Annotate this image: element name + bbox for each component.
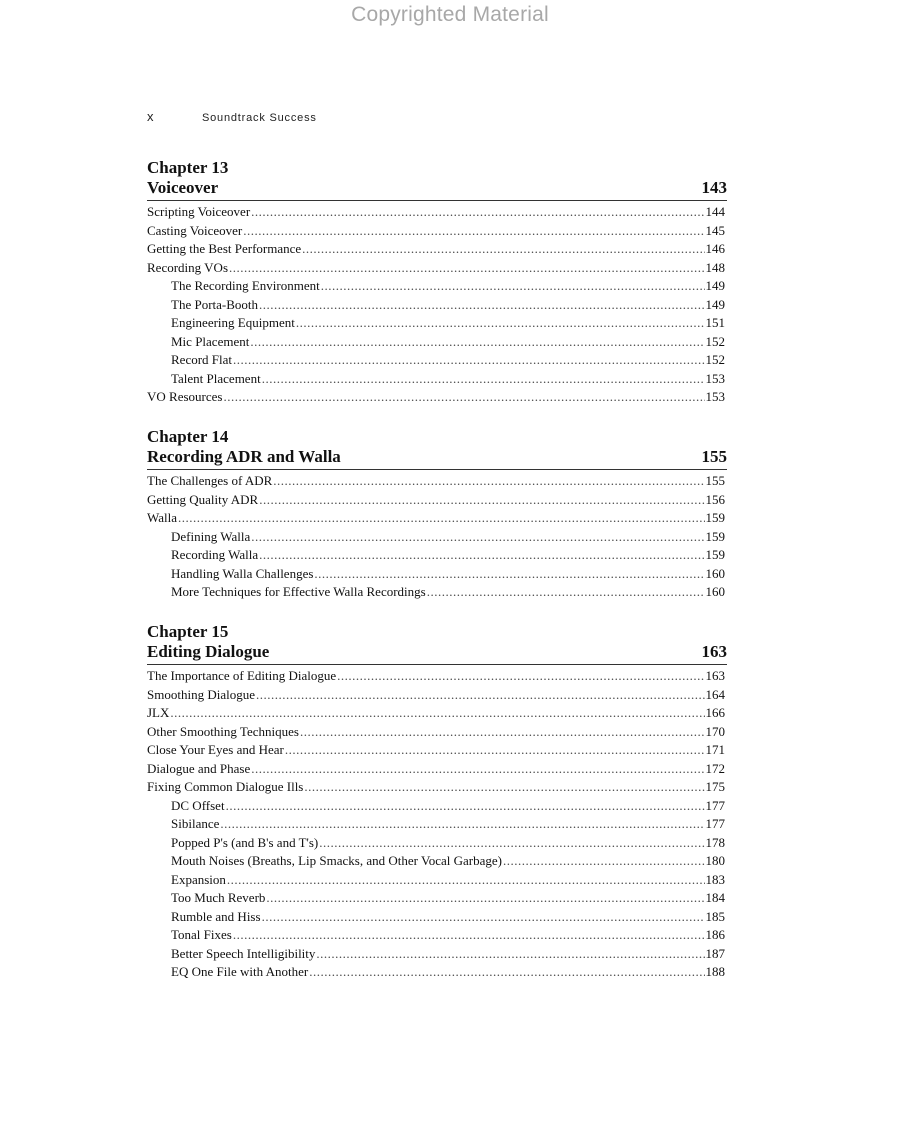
dot-leader <box>321 277 705 296</box>
toc-entry <box>147 889 725 908</box>
toc-entry <box>147 528 725 547</box>
toc-entry <box>147 945 725 964</box>
dot-leader <box>266 889 704 908</box>
toc-entry-title: Popped P's (and B's and T's) <box>171 834 319 850</box>
dot-leader <box>233 926 705 945</box>
chapter-label: Chapter 13 <box>147 158 229 177</box>
toc-entry <box>147 686 725 705</box>
toc-entry-page: 175 <box>705 779 725 794</box>
toc-entry <box>147 388 725 407</box>
toc-entry-page: 144 <box>705 204 725 219</box>
chapter-page: 155 <box>701 447 727 466</box>
toc-entry-page: 186 <box>705 927 725 942</box>
dot-leader <box>314 565 704 584</box>
toc-entry <box>147 797 725 816</box>
chapter-14-section <box>147 427 727 602</box>
toc-entry-title: JLX <box>147 705 170 720</box>
toc-entry-page: 178 <box>705 834 725 850</box>
toc-entry-list <box>147 203 727 407</box>
dot-leader <box>178 509 705 528</box>
toc-entry-title: The Challenges of ADR <box>147 473 273 488</box>
toc-entry <box>147 509 725 528</box>
dot-leader <box>226 797 705 816</box>
dot-leader <box>227 871 705 890</box>
toc-entry-page: 184 <box>705 890 725 905</box>
toc-entry-title: Rumble and Hiss <box>171 908 261 924</box>
dot-leader <box>309 963 704 982</box>
toc-entry <box>147 546 725 565</box>
toc-entry-page: 152 <box>705 352 725 367</box>
toc-entry-page: 149 <box>705 296 725 312</box>
toc-entry-title: Scripting Voiceover <box>147 204 251 219</box>
dot-leader <box>285 741 705 760</box>
chapter-title: Recording ADR and Walla <box>147 447 341 466</box>
toc-entry-page: 166 <box>705 705 725 720</box>
toc-entry-title: Smoothing Dialogue <box>147 686 255 702</box>
toc-entry-title: Recording VOs <box>147 259 229 275</box>
toc-entry-title: Getting Quality ADR <box>147 491 259 507</box>
dot-leader <box>251 203 704 222</box>
toc-entry <box>147 222 725 241</box>
chapter-title-row <box>147 447 727 470</box>
dot-leader <box>220 815 704 834</box>
toc-entry <box>147 370 725 389</box>
toc-entry-title: Getting the Best Performance <box>147 241 302 256</box>
toc-entry <box>147 723 725 742</box>
dot-leader <box>427 583 705 602</box>
toc-entry-page: 177 <box>705 797 725 813</box>
toc-entry-title: Talent Placement <box>171 370 261 386</box>
dot-leader <box>243 222 704 241</box>
toc-entry <box>147 908 725 927</box>
toc-entry-title: Fixing Common Dialogue Ills <box>147 779 304 794</box>
chapter-page: 163 <box>701 642 727 661</box>
chapter-15-section <box>147 622 727 982</box>
dot-leader <box>262 908 705 927</box>
toc-entry <box>147 259 725 278</box>
running-head <box>147 109 317 124</box>
toc-entry-page: 187 <box>705 945 725 961</box>
toc-entry-title: Close Your Eyes and Hear <box>147 742 284 757</box>
toc-entry-title: Better Speech Intelligibility <box>171 945 316 961</box>
toc-entry-title: Record Flat <box>171 352 233 367</box>
dot-leader <box>273 472 704 491</box>
toc-entry-page: 159 <box>705 510 725 525</box>
dot-leader <box>337 667 704 686</box>
toc-entry-title: Other Smoothing Techniques <box>147 723 299 739</box>
dot-leader <box>262 370 705 389</box>
dot-leader <box>259 296 704 315</box>
dot-leader <box>316 945 704 964</box>
toc-entry <box>147 314 725 333</box>
dot-leader <box>250 333 704 352</box>
toc-entry-page: 160 <box>705 584 725 599</box>
toc-entry-title: Sibilance <box>171 816 220 831</box>
toc-entry-title: Defining Walla <box>171 528 251 544</box>
toc-entry-page: 180 <box>705 853 725 868</box>
toc-entry <box>147 472 725 491</box>
toc-entry-page: 151 <box>705 315 725 330</box>
page-folio: x <box>147 109 155 124</box>
toc-entry-page: 185 <box>705 908 725 924</box>
dot-leader <box>302 240 704 259</box>
toc-entry <box>147 240 725 259</box>
chapter-title-row <box>147 178 727 201</box>
toc-entry <box>147 871 725 890</box>
toc-entry-title: Mouth Noises (Breaths, Lip Smacks, and Other Vocal Garbage) <box>171 853 502 868</box>
toc-entry-list <box>147 472 727 602</box>
toc-entry-page: 159 <box>705 547 725 562</box>
chapter-label: Chapter 15 <box>147 622 229 641</box>
dot-leader <box>233 351 704 370</box>
toc-entry-page: 145 <box>705 222 725 238</box>
dot-leader <box>170 704 704 723</box>
toc-entry-page: 152 <box>705 333 725 349</box>
toc-entry-title: Expansion <box>171 871 226 887</box>
toc-entry <box>147 277 725 296</box>
dot-leader <box>304 778 704 797</box>
toc-entry-page: 164 <box>705 686 725 702</box>
toc-entry <box>147 704 725 723</box>
toc-entry-title: Handling Walla Challenges <box>171 565 314 581</box>
toc-entry-title: Mic Placement <box>171 333 250 349</box>
toc-entry-title: Tonal Fixes <box>171 927 232 942</box>
dot-leader <box>229 259 704 278</box>
dot-leader <box>251 760 704 779</box>
dot-leader <box>223 388 704 407</box>
toc-entry <box>147 741 725 760</box>
toc-entry-page: 149 <box>705 278 725 293</box>
chapter-title: Voiceover <box>147 178 219 197</box>
toc-entry <box>147 778 725 797</box>
toc-entry <box>147 296 725 315</box>
toc-entry <box>147 815 725 834</box>
toc-entry-title: VO Resources <box>147 389 223 404</box>
toc-entry-page: 163 <box>705 668 725 683</box>
toc-entry-title: Casting Voiceover <box>147 222 243 238</box>
toc-entry-page: 160 <box>705 565 725 581</box>
toc-entry <box>147 667 725 686</box>
toc-entry-page: 156 <box>705 491 725 507</box>
toc-entry-title: The Porta-Booth <box>171 296 259 312</box>
toc-entry-list <box>147 667 727 982</box>
toc-entry <box>147 852 725 871</box>
toc-entry-page: 153 <box>705 370 725 386</box>
dot-leader <box>259 546 704 565</box>
toc-entry-page: 177 <box>705 816 725 831</box>
toc-entry-title: The Importance of Editing Dialogue <box>147 668 337 683</box>
toc-entry <box>147 491 725 510</box>
toc-entry <box>147 963 725 982</box>
chapter-label: Chapter 14 <box>147 427 229 446</box>
chapter-13-section <box>147 158 727 407</box>
dot-leader <box>256 686 705 705</box>
toc-entry-title: Walla <box>147 510 177 525</box>
toc-entry-title: More Techniques for Effective Walla Recordings <box>171 584 426 599</box>
book-title: Soundtrack Success <box>202 112 317 124</box>
dot-leader <box>300 723 705 742</box>
dot-leader <box>319 834 704 853</box>
chapter-page: 143 <box>701 178 727 197</box>
toc-entry-page: 188 <box>705 964 725 979</box>
dot-leader <box>259 491 704 510</box>
dot-leader <box>296 314 705 333</box>
toc-entry <box>147 333 725 352</box>
toc-entry <box>147 565 725 584</box>
toc-entry-title: DC Offset <box>171 797 225 813</box>
toc-entry-page: 153 <box>705 389 725 404</box>
toc-entry-page: 159 <box>705 528 725 544</box>
toc-entry-page: 183 <box>705 871 725 887</box>
chapter-title-row <box>147 642 727 665</box>
toc-entry-title: EQ One File with Another <box>171 964 309 979</box>
toc-entry-page: 148 <box>705 259 725 275</box>
toc-entry-page: 171 <box>705 742 725 757</box>
toc-entry-page: 170 <box>705 723 725 739</box>
toc-entry <box>147 834 725 853</box>
toc-entry <box>147 351 725 370</box>
toc-entry-title: Dialogue and Phase <box>147 760 251 776</box>
toc-entry-page: 155 <box>705 473 725 488</box>
toc-entry <box>147 926 725 945</box>
toc-entry-page: 146 <box>705 241 725 256</box>
dot-leader <box>503 852 705 871</box>
toc-entry-title: Too Much Reverb <box>171 890 266 905</box>
toc-entry <box>147 203 725 222</box>
copyright-watermark: Copyrighted Material <box>351 3 549 26</box>
toc-entry <box>147 583 725 602</box>
toc-entry <box>147 760 725 779</box>
toc-entry-title: The Recording Environment <box>171 278 320 293</box>
toc-entry-page: 172 <box>705 760 725 776</box>
toc-entry-title: Engineering Equipment <box>171 315 295 330</box>
dot-leader <box>251 528 704 547</box>
toc-entry-title: Recording Walla <box>171 547 259 562</box>
chapter-title: Editing Dialogue <box>147 642 270 661</box>
